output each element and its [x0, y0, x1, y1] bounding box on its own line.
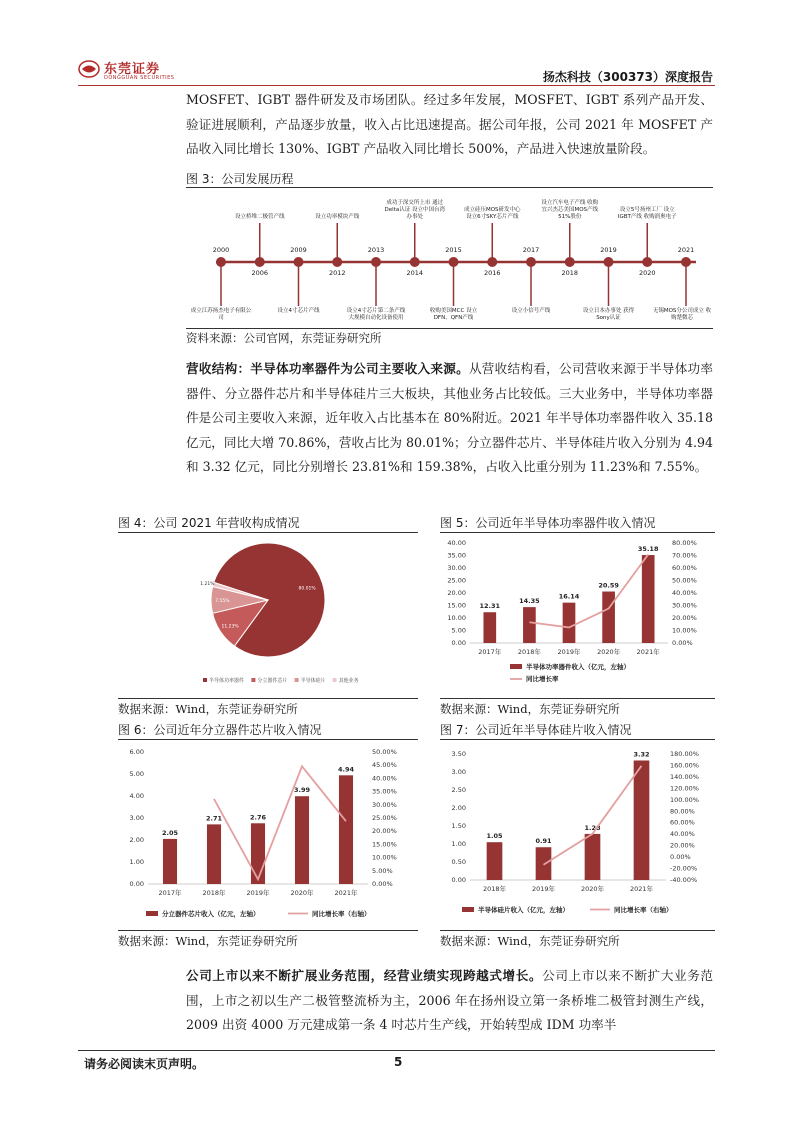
footer-disclaimer: 请务必阅读末页声明。 — [84, 1057, 205, 1071]
y2-tick-label: -20.00% — [670, 864, 698, 873]
y2-tick-label: 20.00% — [670, 841, 695, 850]
timeline-dot — [294, 257, 304, 267]
company-logo — [78, 58, 178, 84]
pie-data-label: 80.01% — [298, 586, 316, 592]
y-tick-label: 2.50 — [451, 786, 466, 794]
y-tick-label: 5.00 — [451, 626, 466, 635]
y2-tick-label: 60.00% — [672, 564, 697, 572]
bar-value-label: 12.31 — [479, 602, 501, 611]
x-tick-label: 2018年 — [482, 885, 507, 893]
y-tick-label: 0.00 — [451, 639, 466, 647]
y-tick-label: 0.50 — [451, 858, 466, 866]
y-tick-label: 1.00 — [129, 858, 144, 866]
y-tick-label: 2.00 — [451, 804, 466, 812]
fig7-source: 数据来源：Wind，东莞证券研究所 — [440, 934, 620, 948]
timeline-year: 2013 — [367, 246, 385, 254]
bar-value-label: 2.71 — [205, 814, 223, 823]
legend-swatch — [462, 907, 474, 912]
y-tick-label: 0.00 — [451, 876, 466, 884]
bar — [339, 775, 353, 884]
fig7-bottom-rule — [440, 930, 715, 931]
y2-tick-label: 160.00% — [670, 761, 699, 770]
legend-swatch — [203, 678, 207, 682]
fig4-caption: 图 4：公司 2021 年营收构成情况 — [118, 516, 300, 530]
x-tick-label: 2020年 — [597, 648, 621, 656]
x-tick-label: 2017年 — [158, 889, 182, 897]
fig7-caption: 图 7：公司近年半导体硅片收入情况 — [440, 723, 632, 737]
timeline-dot — [642, 257, 652, 267]
x-tick-label: 2017年 — [478, 648, 502, 656]
legend-label: 半导体功率器件收入（亿元，左轴） — [526, 663, 630, 671]
revenue-structure-body: 从营收结构看，公司营收来源于半导体功率器件、分立器件芯片和半导体硅片三大板块，其他业务占比较低。三大业务中，半导体功率器件是公司主要收入来源，近年收入占比基本在 80%附近。2021 年半导体功率器件收入 35.18 亿元，同比大增 70.86%，营收占比为 80.01%；分立器件芯片、半导体硅片收入分别为 4.94 和 3.32 亿元，同比分别增长 23.81%和 159.38%，占收入比重分别为 11.23%和 7.55%。 — [186, 361, 714, 474]
y2-tick-label: 25.00% — [372, 814, 397, 822]
timeline-year: 2014 — [406, 269, 424, 277]
y-tick-label: 10.00 — [447, 614, 466, 622]
bar-value-label: 2.76 — [249, 813, 267, 822]
y-tick-label: 3.50 — [451, 750, 466, 758]
bar — [487, 842, 503, 880]
timeline-dot — [565, 257, 575, 267]
y2-tick-label: 30.00% — [372, 800, 397, 809]
y2-tick-label: 15.00% — [372, 840, 397, 849]
x-tick-label: 2018年 — [202, 889, 226, 897]
bar-value-label: 0.91 — [535, 837, 552, 846]
y2-tick-label: 45.00% — [372, 761, 397, 770]
page-number: 5 — [394, 1055, 403, 1069]
y2-tick-label: 40.00% — [372, 774, 397, 783]
y2-tick-label: 20.00% — [372, 827, 397, 836]
timeline-event: 设立4寸芯片产线 — [277, 308, 320, 314]
timeline-dot — [449, 257, 459, 267]
legend-label: 分立器件芯片 — [257, 678, 288, 684]
y2-tick-label: 5.00% — [372, 866, 393, 875]
fig6-bottom-rule — [118, 930, 418, 931]
x-tick-label: 2020年 — [580, 885, 605, 893]
bar-value-label: 4.94 — [337, 765, 355, 774]
bar — [634, 760, 650, 880]
legend-label: 其他业务 — [338, 678, 359, 684]
header-divider — [78, 85, 715, 86]
y2-tick-label: 35.00% — [372, 787, 397, 796]
fig3-caption: 图 3：公司发展历程 — [186, 172, 294, 186]
timeline-year: 2012 — [328, 269, 346, 277]
bar — [295, 796, 309, 884]
bar-value-label: 3.99 — [293, 786, 311, 795]
legend-swatch — [146, 911, 158, 916]
legend-label: 分立器件芯片收入（亿元，左轴） — [162, 910, 260, 918]
y2-tick-label: 0.00% — [372, 880, 393, 888]
growth-rate-line — [529, 554, 648, 627]
timeline-dot — [526, 257, 536, 267]
bar — [602, 592, 615, 643]
timeline-year: 2018 — [561, 269, 579, 277]
timeline-event: 成功于深交所上市 通过Delta认证 设立中国台湾办事处 — [384, 200, 445, 220]
timeline-year: 2016 — [483, 269, 501, 277]
bar-value-label: 14.35 — [519, 597, 540, 606]
bar — [251, 823, 265, 884]
timeline-year: 2009 — [290, 246, 307, 254]
bar — [523, 607, 536, 643]
bar — [536, 847, 552, 880]
fig5-bottom-rule — [440, 698, 715, 699]
bar-value-label: 35.18 — [637, 545, 659, 554]
timeline-event: 设立日本办事处 获得Sony认证 — [582, 308, 635, 321]
y2-tick-label: 0.00% — [672, 639, 693, 647]
legend-swatch — [333, 678, 337, 682]
x-tick-label: 2018年 — [517, 648, 541, 656]
y2-tick-label: 50.00% — [372, 748, 397, 756]
business-expansion-paragraph — [186, 964, 713, 1038]
x-tick-label: 2021年 — [629, 885, 654, 893]
legend-label: 半导体硅片收入（亿元，左轴） — [478, 906, 569, 914]
timeline-year: 2000 — [212, 246, 230, 254]
x-tick-label: 2021年 — [334, 889, 358, 897]
y2-tick-label: 10.00% — [372, 853, 397, 862]
y-tick-label: 40.00 — [447, 539, 466, 547]
x-tick-label: 2019年 — [557, 648, 581, 656]
fig6-source: 数据来源：Wind，东莞证券研究所 — [118, 934, 298, 948]
timeline-dot — [487, 257, 497, 267]
legend-swatch — [251, 678, 255, 682]
bar — [483, 612, 496, 643]
timeline-event: 收购美国MCC 设立DFN、QFN产线 — [429, 308, 478, 321]
timeline-year: 2017 — [522, 246, 540, 254]
timeline-dot — [681, 257, 691, 267]
y-tick-label: 6.00 — [129, 748, 144, 756]
y-tick-label: 0.00 — [129, 880, 144, 888]
y2-tick-label: 100.00% — [670, 795, 699, 804]
x-tick-label: 2019年 — [246, 889, 270, 897]
timeline-event: 无锡MOS分公司成立 收购楚微芯 — [652, 308, 712, 321]
y2-tick-label: 50.00% — [672, 576, 697, 585]
y2-tick-label: 30.00% — [672, 601, 697, 610]
timeline-event: 设立小信号产线 — [511, 308, 551, 314]
fig6-bar-line-chart — [118, 740, 418, 930]
bar-value-label: 16.14 — [558, 592, 580, 601]
y-tick-label: 5.00 — [129, 770, 144, 778]
intro-text: MOSFET、IGBT 器件研发及市场团队。经过多年发展，MOSFET、IGBT 系列产品开发、验证进展顺利，产品逐步放量，收入占比迅速提高。据公司年报，公司 2021 年 MOSFET 产品收入同比增长 130%、IGBT 产品收入同比增长 500%，产品进入快速放量阶段。 — [186, 92, 713, 156]
timeline-event: 成立硅压MOS研发中心 设立6寸SKY芯片产线 — [463, 207, 521, 220]
legend-label: 半导体硅片 — [300, 678, 326, 684]
y2-tick-label: 20.00% — [672, 614, 697, 622]
logo-text: 东莞证券 — [104, 62, 161, 77]
bar-value-label: 3.32 — [633, 750, 650, 759]
pie-data-label: 11.23% — [221, 624, 239, 630]
y-tick-label: 30.00 — [447, 564, 466, 572]
timeline-event: 设立桥堆二极管产线 — [234, 214, 285, 220]
y-tick-label: 2.00 — [129, 836, 144, 844]
fig4-bottom-rule — [118, 698, 418, 699]
timeline-dot — [332, 257, 342, 267]
y2-tick-label: 40.00% — [670, 830, 695, 839]
y-tick-label: 20.00 — [447, 589, 466, 597]
x-tick-label: 2021年 — [636, 648, 660, 656]
y-tick-label: 1.50 — [451, 822, 466, 830]
y-tick-label: 3.00 — [129, 814, 144, 822]
pie-data-label: 1.21% — [200, 581, 215, 587]
bar — [563, 603, 576, 643]
timeline-dot — [410, 257, 420, 267]
intro-paragraph — [186, 88, 713, 162]
timeline-year: 2019 — [600, 246, 617, 254]
bar-value-label: 1.28 — [584, 823, 601, 832]
timeline-year: 2006 — [251, 269, 269, 277]
legend-label: 半导体功率器件 — [209, 678, 245, 684]
y-tick-label: 3.00 — [451, 768, 466, 776]
y2-tick-label: 70.00% — [672, 551, 697, 560]
y-tick-label: 25.00 — [447, 576, 466, 585]
y-tick-label: 15.00 — [447, 601, 466, 610]
fig3-source: 资料来源：公司官网，东莞证券研究所 — [186, 331, 382, 345]
timeline-event: 设立5号扬州工厂 设立IGBT产线 收购润奥电子 — [617, 207, 677, 220]
fig6-caption: 图 6：公司近年分立器件芯片收入情况 — [118, 723, 322, 737]
business-expansion-lede: 公司上市以来不断扩展业务范围，经营业绩实现跨越式增长。 — [186, 968, 543, 983]
y2-tick-label: 180.00% — [670, 750, 699, 758]
y2-tick-label: 60.00% — [670, 818, 695, 827]
y-tick-label: 1.00 — [451, 840, 466, 848]
fig4-pie-chart — [118, 533, 418, 698]
timeline-event: 成立江苏扬杰电子有限公司 — [190, 308, 252, 321]
y2-tick-label: 80.00% — [670, 807, 695, 816]
bar-value-label: 2.05 — [161, 828, 179, 837]
fig4-source: 数据来源：Wind，东莞证券研究所 — [118, 702, 298, 716]
footer-divider — [78, 1050, 715, 1051]
timeline-dot — [255, 257, 265, 267]
y2-tick-label: -40.00% — [670, 876, 698, 884]
x-tick-label: 2020年 — [290, 889, 314, 897]
revenue-structure-paragraph — [186, 357, 713, 480]
bar-value-label: 1.05 — [486, 832, 503, 841]
logo-subtext: DONGGUAN SECURITIES — [104, 75, 175, 81]
bar — [585, 834, 601, 880]
report-title: 扬杰科技（300373）深度报告 — [542, 70, 713, 84]
fig5-source: 数据来源：Wind，东莞证券研究所 — [440, 702, 620, 716]
fig3-bottom-rule — [186, 328, 713, 329]
business-expansion-body: 公司上市以来不断扩大业务范围，上市之初以生产二极管整流桥为主，2006 年在扬州设立第一条桥堆二极管封测生产线，2009 出资 4000 万元建成第一条 4 吋芯片生产线，开始转型成 IDM 功率半 — [186, 968, 714, 1032]
timeline-year: 2021 — [677, 246, 695, 254]
legend-swatch — [510, 664, 522, 669]
legend-swatch — [295, 678, 299, 682]
y2-tick-label: 80.00% — [672, 539, 697, 547]
y-tick-label: 35.00 — [447, 551, 466, 560]
legend-label: 同比增长率（右轴） — [312, 910, 371, 918]
logo-emblem-icon — [78, 60, 100, 78]
bar — [163, 839, 177, 884]
y2-tick-label: 0.00% — [670, 853, 691, 862]
y2-tick-label: 10.00% — [672, 626, 697, 635]
timeline-year: 2020 — [638, 269, 656, 277]
legend-label: 同比增长率 — [526, 675, 559, 683]
bar — [207, 824, 221, 884]
timeline-dot — [371, 257, 381, 267]
timeline-event: 设立汽车电子产线 收购宜兴杰芯美国MOS产线51%股份 — [541, 200, 599, 220]
y2-tick-label: 120.00% — [670, 784, 699, 793]
fig5-bar-line-chart — [440, 533, 715, 698]
growth-rate-line — [214, 766, 346, 879]
y-tick-label: 4.00 — [129, 792, 144, 800]
timeline-dot — [216, 257, 226, 267]
timeline-chart — [186, 188, 713, 328]
timeline-dot — [604, 257, 614, 267]
y2-tick-label: 140.00% — [670, 772, 699, 781]
y2-tick-label: 40.00% — [672, 589, 697, 597]
fig7-bar-line-chart — [440, 740, 715, 930]
legend-label: 同比增长率（右轴） — [614, 906, 673, 914]
x-tick-label: 2019年 — [531, 885, 556, 893]
timeline-event: 设立功率模块产线 — [315, 214, 360, 220]
bar-value-label: 20.59 — [598, 581, 619, 590]
timeline-year: 2015 — [445, 246, 462, 254]
bar — [642, 555, 655, 643]
revenue-structure-lede: 营收结构：半导体功率器件为公司主要收入来源。 — [186, 361, 469, 376]
fig5-caption: 图 5：公司近年半导体功率器件收入情况 — [440, 516, 656, 530]
timeline-event: 设立4寸芯片第二条产线 大规模自动化设备使用 — [346, 308, 406, 321]
pie-data-label: 7.55% — [215, 598, 230, 604]
